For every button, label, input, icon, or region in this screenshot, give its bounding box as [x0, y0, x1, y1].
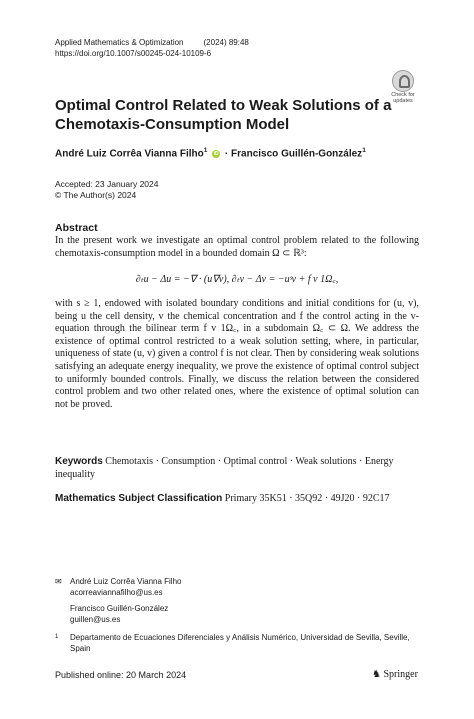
correspondence-2	[70, 603, 168, 625]
abstract-intro: In the present work we investigate an optimal control problem related to the following chemotaxis-consumption model in a bounded domain Ω ⊂ ℝ³:	[55, 235, 419, 259]
updates-label: updates	[393, 98, 413, 104]
envelope-icon: ✉	[55, 577, 62, 586]
author-2: Francisco Guillén-González	[231, 148, 363, 160]
copyright: © The Author(s) 2024	[55, 190, 137, 200]
abstract-body: with s ≥ 1, endowed with isolated boundary conditions and initial conditions for (u, v), being u the cell density, v the chemical concentration and f the control acting in the v-equation through the bilinear term f v 1Ω꜀, in a subdomain Ω꜀ ⊂ Ω. We address the existence of optimal control restricted to a weak solution setting, where, in particular, uniqueness of state (u, v) given a control f is not clear. Then by considering weak solutions satisfying an adequate energy inequality, we prove the existence of optimal control subject to uniformly bounded controls. Finally, we discuss the relation between the considered control problem and two other related ones, where the existence of optimal solution can not be proved.	[55, 298, 419, 410]
author-line	[55, 147, 366, 159]
correspondence-1	[70, 576, 181, 598]
author-2-affiliation: 1	[362, 147, 366, 154]
journal-header	[55, 37, 249, 59]
bookmark-icon	[392, 70, 414, 92]
published-date: Published online: 20 March 2024	[55, 670, 187, 680]
affiliation-text: Departamento de Ecuaciones Diferenciales y Análisis Numérico, Universidad de Sevilla, Seville, Spain	[70, 633, 410, 653]
corr-email-2[interactable]: guillen@us.es	[70, 615, 121, 624]
corr-name-1: André Luiz Corrêa Vianna Filho	[70, 577, 182, 586]
check-for-label: Check for	[391, 92, 415, 98]
msc-label: Mathematics Subject Classification	[55, 493, 223, 504]
keywords-label: Keywords	[55, 456, 103, 467]
orcid-icon[interactable]: iD	[213, 151, 219, 158]
author-1: André Luiz Corrêa Vianna Filho	[55, 148, 204, 160]
springer-horse-icon: ♞	[372, 669, 381, 680]
keywords-text: Chemotaxis · Consumption · Optimal control · Weak solutions · Energy inequality	[55, 456, 394, 480]
doi-link[interactable]: https://doi.org/10.1007/s00245-024-10109-6	[55, 49, 212, 58]
dates-block	[55, 179, 159, 201]
corr-name-2: Francisco Guillén-González	[70, 604, 169, 613]
keywords	[55, 456, 419, 481]
springer-logo[interactable]	[372, 669, 418, 680]
journal-issue: (2024) 89:48	[203, 38, 249, 47]
publisher-name: Springer	[383, 669, 418, 680]
author-1-affiliation: 1	[203, 147, 208, 154]
accepted-date: Accepted: 23 January 2024	[55, 179, 159, 189]
affiliation-number: 1	[55, 634, 59, 640]
msc-text: Primary 35K51 · 35Q92 · 49J20 · 92C17	[224, 493, 390, 504]
paper-title: Optimal Control Related to Weak Solutions of a Chemotaxis-Consumption Model	[55, 97, 392, 133]
msc-classification	[55, 493, 419, 504]
author-separator: ·	[224, 148, 229, 160]
journal-name: Applied Mathematics & Optimization	[55, 38, 184, 47]
affiliation	[55, 632, 419, 654]
model-equation: ∂ₜu − Δu = −∇ · (u∇v), ∂ₜv − Δv = −uˢv + f v 1Ω꜀,	[135, 274, 339, 285]
corr-email-1[interactable]: acorreaviannafilho@us.es	[70, 588, 163, 597]
abstract-heading: Abstract	[55, 222, 98, 234]
